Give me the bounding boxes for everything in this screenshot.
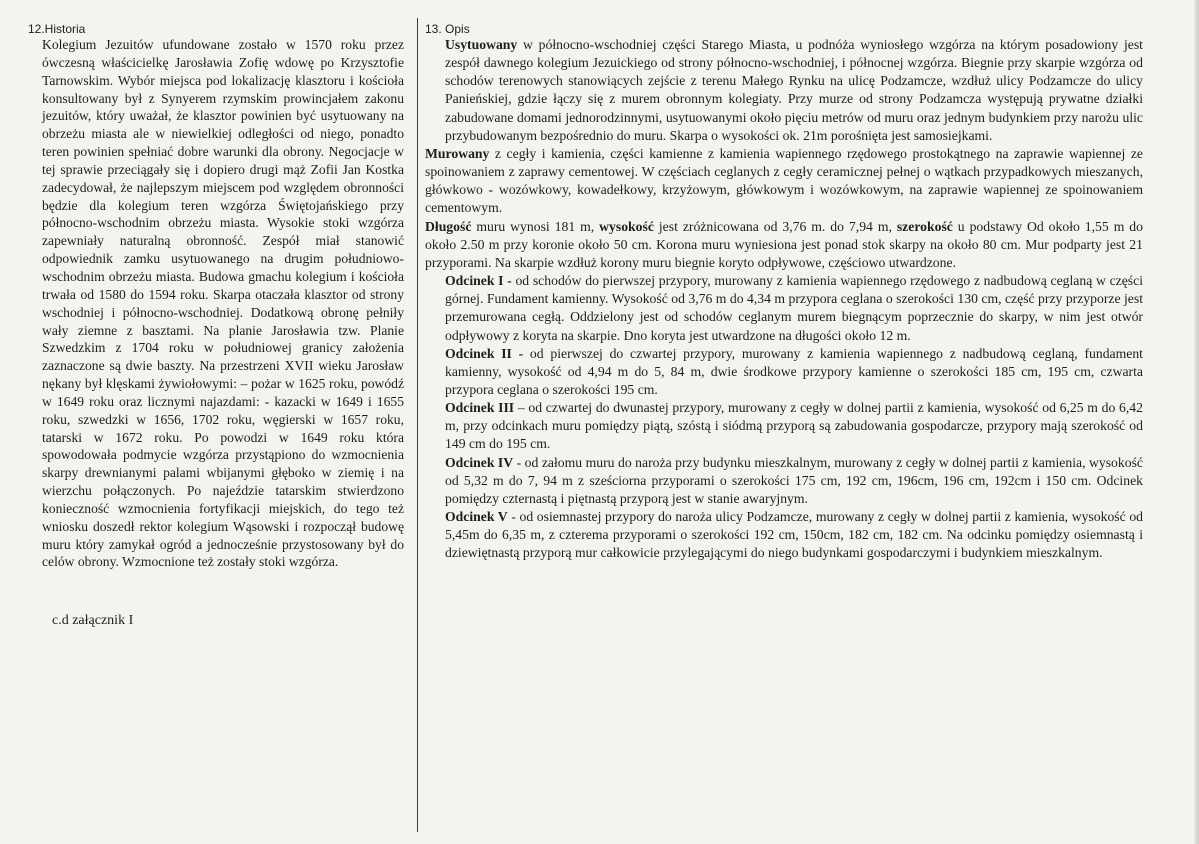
section-3-paragraph — [425, 399, 1143, 453]
description-label: 13. Opis — [425, 22, 470, 36]
section-4-paragraph — [425, 454, 1143, 508]
section-2-text: od pierwszej do czwartej przypory, murowany z kamienia wapiennego z nadbudową ceglaną, fundament kamienny, wysokość od 4,94 m do 5, 84 m, dwie środkowe przypory kamienne o szerokości 185 cm, 195 cm, czwarta przypora ceglana o szerokości 195 cm. — [445, 345, 1143, 397]
history-column — [28, 22, 404, 629]
construction-text: z cegły i kamienia, części kamienne z kamienia wapiennego rzędowego prostokątnego na zaprawie wapiennej ze spoinowaniem z zaprawy cementowej. W częściach ceglanych z cegły ceramicznej pełnej o wątkach przypadkowych mieszanych, główkowo - wozówkowy, kowadełkowy, krzyżowym, główkowym i wozówkowym, na zaprawie wapiennej ze spoinowaniem cementowym. — [425, 145, 1143, 216]
description-column — [425, 22, 1143, 563]
height-text: jest zróżnicowana od 3,76 m. do 7,94 m, — [653, 218, 897, 234]
section-1-paragraph — [425, 272, 1143, 345]
column-divider — [417, 18, 418, 832]
construction-paragraph — [425, 145, 1143, 218]
length-heading: Długość — [425, 218, 472, 234]
section-2-paragraph — [425, 345, 1143, 399]
length-text: muru wynosi 181 m, — [471, 218, 600, 234]
section-5-text: - od osiemnastej przypory do naroża ulicy Podzamcze, murowany z cegły w dolnej partii z kamienia, wysokość od 5,45m do 6,35 m, z czterema przyporami o szerokości 192 cm, 150cm, 182 cm, 182 cm. Na odcinku pomiędzy osiemnastą i dziewiętnastą przyporą mur całkowicie przylegającymi do niego budynkami gospodarczymi i budynkiem mieszkalnym. — [445, 509, 1144, 561]
construction-heading: Murowany — [425, 145, 490, 161]
width-text: u podstawy Od około 1,55 m do około 2.50 m przy koronie około 50 cm. Korona muru wyniesiona jest ponad stok skarpy na około 80 cm. Mur podparty jest 21 przyporami. Na skarpie wzdłuż korony muru biegnie koryto odpływowe, częściowo utwardzone. — [425, 218, 1143, 270]
section-5-heading: Odcinek V — [445, 509, 508, 525]
location-heading: Usytuowany — [445, 37, 518, 52]
history-label: 12.Historia — [28, 22, 86, 36]
section-2-heading: Odcinek II - — [445, 345, 524, 361]
location-paragraph — [445, 36, 1143, 145]
dimensions-paragraph — [425, 218, 1143, 272]
section-3-heading: Odcinek III — [445, 400, 515, 416]
section-5-paragraph — [425, 508, 1143, 562]
width-heading: szerokość — [896, 218, 953, 234]
page-edge — [1194, 0, 1199, 844]
location-text: w północno-wschodniej części Starego Miasta, u podnóża wyniosłego wzgórza na którym posadowiony jest zespół dawnego kolegium Jezuickiego od strony północno-wschodniej, i północnej wzgórza. Biegnie przy skarpie wzgórza od schodów terenowych stanowiących zejście z terenu Małego Rynku na ulicę Podzamcze, wzdłuż ulicy Podzamcze do ulicy Panieńskiej, gdzie łączy się z murem obronnym kolegiaty. Przy murze od strony Podzamcza występują prywatne działki zabudowane domami jednorodzinnymi, usytuowanymi około pięciu metrów od muru oraz jednym budynkiem przy narożu ulic przybudowanym bezpośrednio do muru. Skarpa o wysokości ok. 21m porośnięta jest samosiejkami. — [445, 37, 1143, 143]
section-4-text: - od załomu muru do naroża przy budynku mieszkalnym, murowany z cegły w dolnej partii z kamienia, wysokość od 5,32 m do 7, 94 m z sześciorna przyporami o szerokości 175 cm, 192 cm, 196cm, 196 cm, 192cm i 150 cm. Odcinek pomiędzy czternastą i piętnastą przyporą jest w stanie awaryjnym. — [445, 454, 1143, 506]
section-1-heading: Odcinek I - — [445, 273, 512, 289]
section-4-heading: Odcinek IV — [445, 454, 514, 470]
section-1-text: od schodów do pierwszej przypory, murowany z kamienia wapiennego rzędowego z nadbudową ceglaną w części górnej. Fundament kamienny. Wysokość od 3,76 m do 4,34 m przypora ceglana o szerokości 130 cm, część przy przyporze jest przemurowana cegłą. Oddzielony jest od schodów ceglanym murem biegnącym poprzecznie do skarpy, w nim jest otwór odpływowy z koryta na skarpie. Dno koryta jest utwardzone na długości około 12 m. — [445, 273, 1144, 343]
attachment-note: c.d załącznik I — [52, 613, 134, 629]
history-text: Kolegium Jezuitów ufundowane zostało w 1570 roku przez ówczesną właścicielkę Jarosławia Zofię wdowę po Krzysztofie Tarnowskim. Wybór miejsca pod lokalizację klasztoru i kościoła konsultowany był z Synyerem rzymskim prowincjałem zakonu jezuitów, który uważał, że klasztor powinien być usytuowany na obrzeżu miasta ale w niewielkiej odległości od niego, ponadto teren powinien spełniać dobre warunki dla obrony. Negocjacje w tej sprawie przeciągały się i dopiero drugi mąż Zofii Jan Kostka zadecydował, że najlepszym miejscem pod względem obronności będzie dla kolegium teren wzgórza Świętojańskiego przy północno-wschodnim obrzeżu miasta. Wysokie stoki wzgórza zapewniały naturalną obronność. Zespół miał stanowić odpowiednik zamku usytuowanego na drugim południowo-wschodnim obrzeżu miasta. Budowa gmachu kolegium i kościoła trwała od 1580 do 1594 roku. Skarpa otaczała klasztor od strony wschodniej i północno-wschodniej. Dodatkową obronę pełniły wały ziemne z basztami. Na planie Jarosławia tzw. Planie Szwedzkim z 1704 roku w południowej granicy założenia zaznaczone są dwie baszty. Na przestrzeni XVII wieku Jarosław nękany był klęskami żywiołowymi: – pożar w 1625 roku, powódź w 1649 roku oraz licznymi najazdami: - kazacki w 1649 i 1655 roku, szwedzki w 1656, 1702 roku, węgierski w 1657 roku, tatarski w 1672 roku. Po powodzi w 1649 roku która spowodowała podmycie wzgórza przystąpiono do wzmocnienia skarpy drewnianymi palami wbijanymi głęboko w ziemię i na wierzchu połączonych. Po najeździe tatarskim stwierdzono konieczność wzmocnienia fortyfikacji miejskich, do tego też wniosku doszedł rektor kolegium Wąsowski i rozpoczął budowę muru który zamykał ogród a jednocześnie przystosowany był do celów obrony. Wzmocnione też zostały stoki wzgórza. — [42, 37, 404, 570]
section-3-text: – od czwartej do dwunastej przypory, murowany z cegły w dolnej partii z kamienia, wysokość od 6,25 m do 6,42 m, przy odcinkach muru pomiędzy piątą, szóstą i siódmą przyporą są zabudowania gospodarcze, przypory mają szerokość od 149 cm do 195 cm. — [445, 400, 1143, 452]
height-heading: wysokość — [599, 218, 654, 234]
